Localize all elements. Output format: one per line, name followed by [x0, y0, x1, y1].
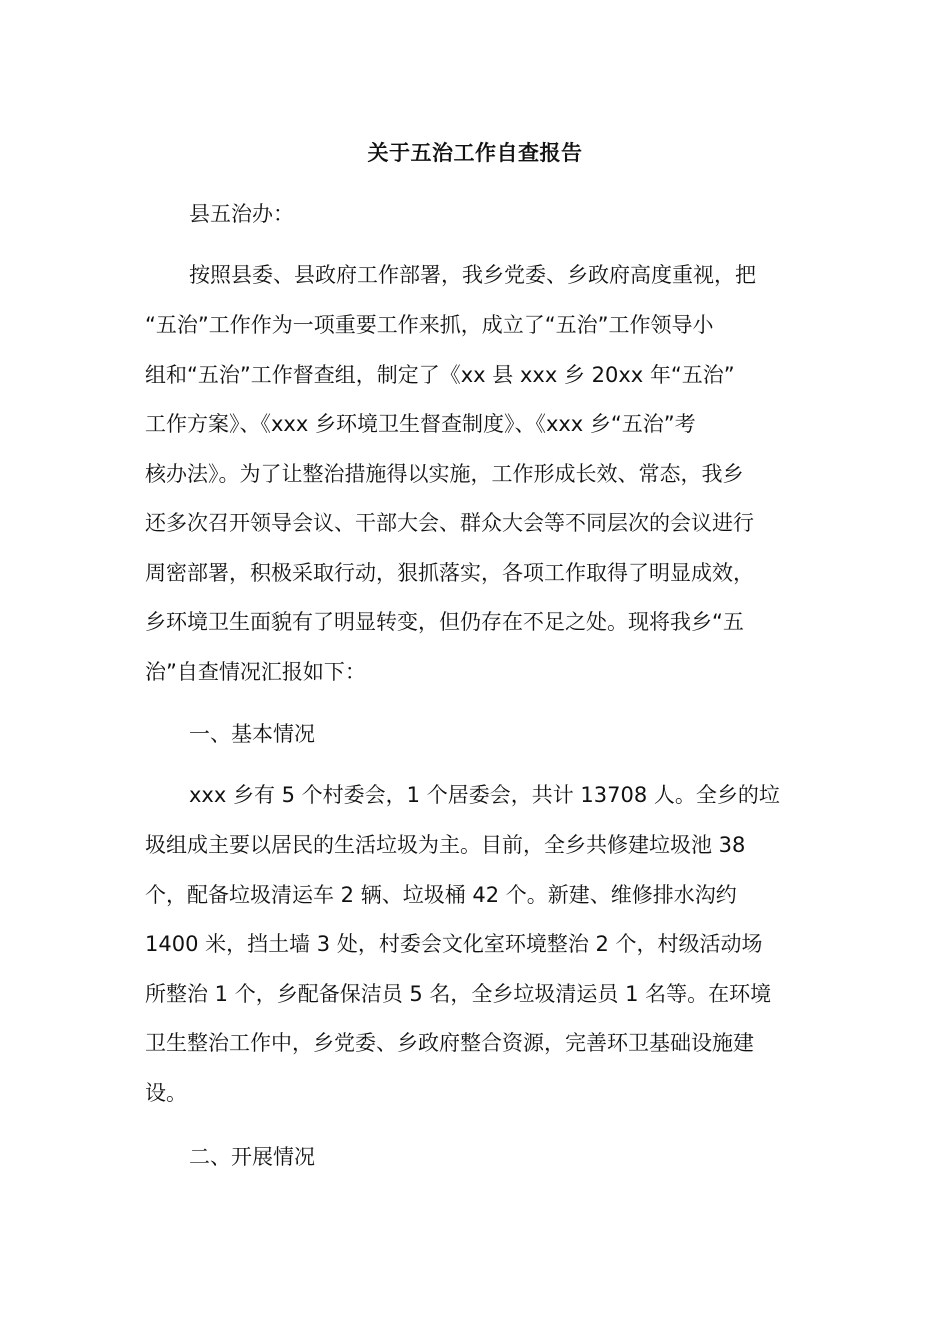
section-heading-2: 二、开展情况	[189, 1145, 315, 1169]
paragraph2-line-1: xxx 乡有 5 个村委会，1 个居委会，共计 13708 人。全乡的垃	[189, 783, 780, 807]
section-heading-1: 一、基本情况	[189, 722, 315, 746]
paragraph1-line-2: “五治”工作作为一项重要工作来抓，成立了“五治”工作领导小	[145, 313, 714, 337]
paragraph1-line-6: 还多次召开领导会议、干部大会、群众大会等不同层次的会议进行	[145, 511, 754, 535]
paragraph1-line-9: 治”自查情况汇报如下：	[145, 660, 366, 684]
paragraph2-line-2: 圾组成主要以居民的生活垃圾为主。目前，全乡共修建垃圾池 38	[145, 833, 746, 857]
paragraph2-line-7: 设。	[145, 1081, 187, 1105]
paragraph2-line-3: 个，配备垃圾清运车 2 辆、垃圾桶 42 个。新建、维修排水沟约	[145, 883, 737, 907]
paragraph1-line-3: 组和“五治”工作督查组，制定了《xx 县 xxx 乡 20xx 年“五治”	[145, 363, 735, 387]
document-title: 关于五治工作自查报告	[367, 141, 583, 165]
paragraph1-line-4: 工作方案》、《xxx 乡环境卫生督查制度》、《xxx 乡“五治”考	[145, 412, 696, 436]
paragraph1-line-5: 核办法》。为了让整治措施得以实施，工作形成长效、常态，我乡	[145, 462, 744, 486]
salutation: 县五治办：	[189, 202, 294, 226]
paragraph1-line-7: 周密部署，积极采取行动，狠抓落实，各项工作取得了明显成效，	[145, 561, 754, 585]
paragraph1-line-8: 乡环境卫生面貌有了明显转变，但仍存在不足之处。现将我乡“五	[145, 610, 744, 634]
paragraph1-line-1: 按照县委、县政府工作部署，我乡党委、乡政府高度重视，把	[189, 263, 756, 287]
paragraph2-line-5: 所整治 1 个，乡配备保洁员 5 名，全乡垃圾清运员 1 名等。在环境	[145, 982, 772, 1006]
paragraph2-line-4: 1400 米，挡土墙 3 处，村委会文化室环境整治 2 个，村级活动场	[145, 932, 763, 956]
paragraph2-line-6: 卫生整治工作中，乡党委、乡政府整合资源，完善环卫基础设施建	[145, 1031, 754, 1055]
